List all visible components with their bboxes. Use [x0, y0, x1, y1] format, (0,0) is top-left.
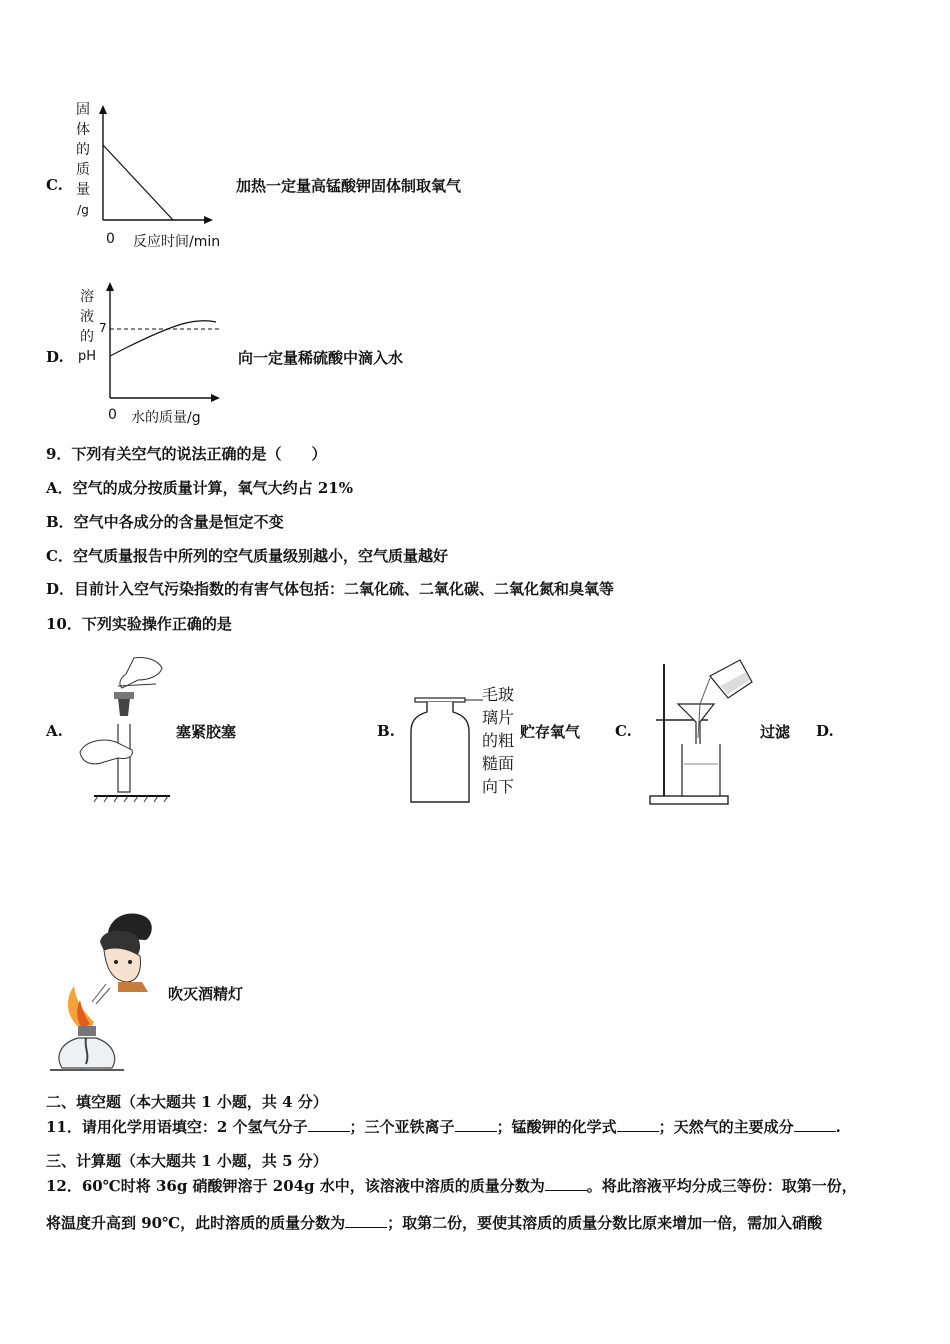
q11-blank-2[interactable] [455, 1117, 497, 1132]
q12-line-2: 将温度升高到 90℃，此时溶质的质量分数为 ；取第二份，要使其溶质的质量分数比原来增加一倍，需加入硝酸 [46, 1214, 823, 1232]
q12-blank-2[interactable] [345, 1213, 387, 1228]
q10-option-b-caption: 贮存氧气 [520, 723, 581, 741]
graph-d-xlabel: 水的质量/g [131, 410, 201, 426]
q12-line-1: 12．60℃时将 36g 硝酸钾溶于 204g 水中，该溶液中溶质的质量分数为 。将此溶液平均分成三等份：取第一份， [46, 1177, 857, 1195]
q10-stem: 10．下列实验操作正确的是 [46, 615, 232, 633]
section2-heading: 二、填空题（本大题共 1 小题，共 4 分） [46, 1093, 328, 1111]
q12-blank-1[interactable] [545, 1176, 587, 1191]
graph-d-origin: 0 [108, 407, 117, 423]
q8-option-d-label: D. [46, 348, 64, 366]
graph-c-ylabel: 固 体 的 质 量 /g [76, 102, 90, 217]
q9-stem: 9．下列有关空气的说法正确的是（ ） [46, 445, 327, 463]
graph-c-origin: 0 [106, 231, 115, 247]
graph-d-caption: 向一定量稀硫酸中滴入水 [238, 349, 404, 367]
graph-c [95, 105, 225, 235]
q8-option-c-label: C. [46, 176, 63, 194]
test-tube-stopper-illustration [74, 654, 174, 804]
q9-option-a: A．空气的成分按质量计算，氧气大约占 21% [46, 479, 353, 497]
filtration-illustration [648, 658, 758, 808]
q10-option-d-caption: 吹灭酒精灯 [168, 985, 244, 1003]
q9-option-b: B．空气中各成分的含量是恒定不变 [46, 513, 284, 531]
q9-option-c: C．空气质量报告中所列的空气质量级别越小，空气质量越好 [46, 547, 448, 565]
q11-blank-4[interactable] [794, 1117, 836, 1132]
bottle-annotation: 毛玻 璃片 的粗 糙面 向下 [482, 685, 515, 796]
graph-d-tick-7: 7 [99, 321, 107, 335]
q11-blank-3[interactable] [617, 1117, 659, 1132]
q10-option-a-label: A. [46, 722, 63, 740]
section3-heading: 三、计算题（本大题共 1 小题，共 5 分） [46, 1152, 328, 1170]
q10-option-d-label: D. [816, 722, 834, 740]
q10-option-b-label: B. [377, 722, 395, 740]
q10-option-c-caption: 过滤 [760, 723, 791, 741]
graph-c-xlabel: 反应时间/min [133, 234, 221, 250]
graph-d [102, 282, 232, 412]
graph-c-curve [103, 145, 173, 220]
blowing-alcohol-lamp-illustration [48, 908, 168, 1078]
gas-bottle-illustration [405, 692, 485, 804]
q9-option-d: D．目前计入空气污染指数的有害气体包括：二氧化硫、二氧化碳、二氧化氮和臭氧等 [46, 580, 615, 598]
q10-option-c-label: C. [615, 722, 632, 740]
graph-d-ylabel: 溶 液 的 pH [77, 289, 97, 364]
q11-text: 11．请用化学用语填空：2 个氢气分子 ；三个亚铁离子 ；锰酸钾的化学式 ；天然气的主要成分 . [46, 1118, 841, 1136]
q10-option-a-caption: 塞紧胶塞 [176, 723, 237, 741]
graph-d-curve [110, 321, 216, 356]
q11-blank-1[interactable] [308, 1117, 350, 1132]
graph-c-caption: 加热一定量高锰酸钾固体制取氧气 [236, 177, 462, 195]
